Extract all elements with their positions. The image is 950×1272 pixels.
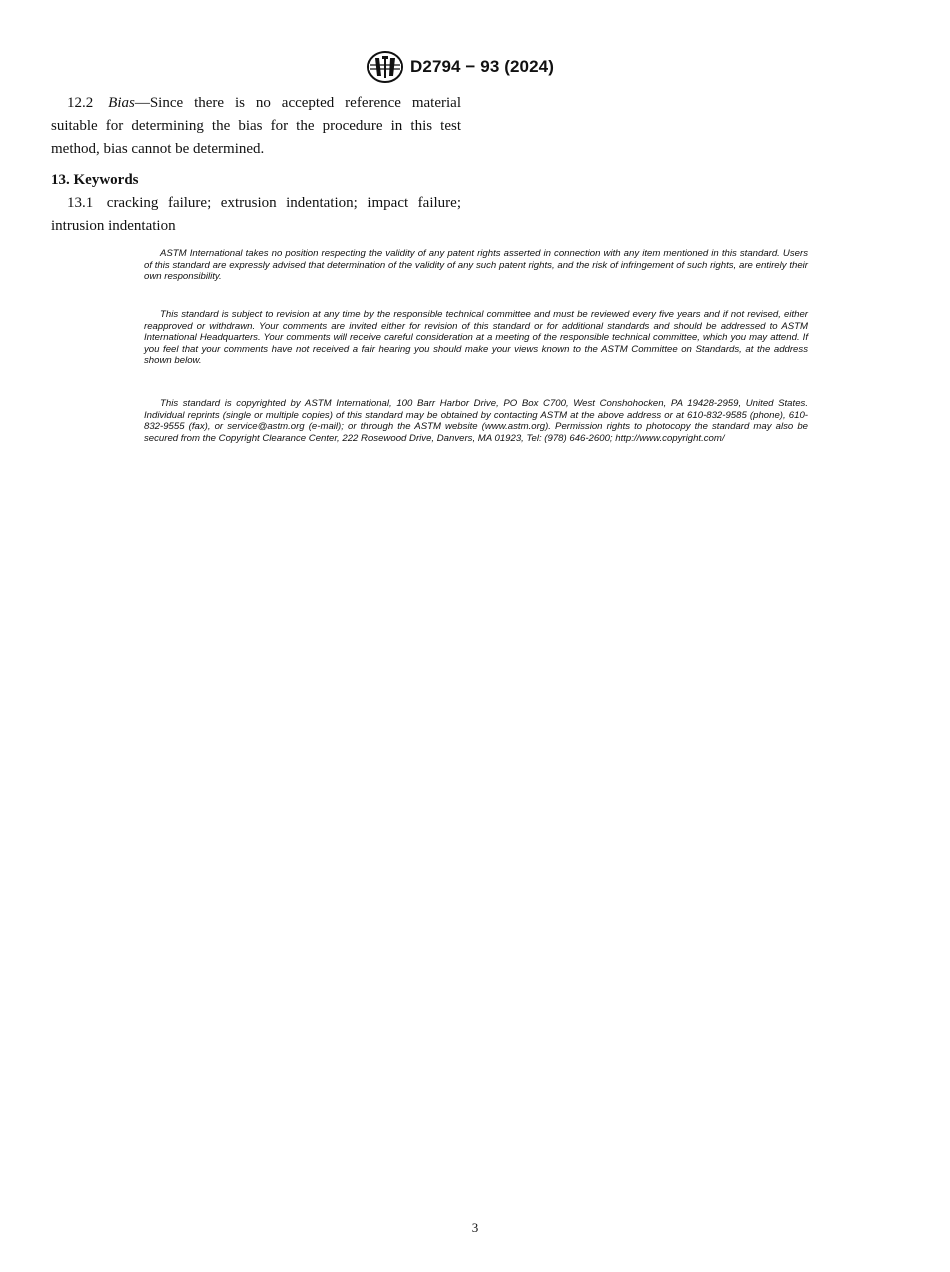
paragraph-number: 12.2 bbox=[67, 95, 94, 111]
section-heading-keywords: 13. Keywords bbox=[51, 172, 139, 188]
paragraph-term: Bias bbox=[108, 95, 135, 111]
paragraph-12-2 bbox=[51, 92, 461, 161]
page-number: 3 bbox=[471, 1220, 479, 1235]
copyright-notice: This standard is copyrighted by ASTM International, 100 Barr Harbor Drive, PO Box C700, West Conshohocken, PA 19428-2959, United States. Individual reprints (single or multiple copies) of this standard may be obtained by contacting ASTM at the above address or at 610-832-9585 (phone), 610-832-9555 (fax), or service@astm.org (e-mail); or through the ASTM website (www.astm.org). Permission rights to photocopy the standard may also be secured from the Copyright Clearance Center, 222 Rosewood Drive, Danvers, MA 01923, Tel: (978) 646-2600; http://www.copyright.com/ bbox=[144, 398, 808, 444]
paragraph-number: 13.1 bbox=[67, 195, 94, 211]
paragraph-text: —Since there is no accepted reference material suitable for determining the bias for the procedure in this test method, bias cannot be determined. bbox=[51, 95, 461, 157]
standard-designation: D2794 − 93 (2024) bbox=[410, 57, 554, 76]
revision-notice: This standard is subject to revision at any time by the responsible technical committee and must be reviewed every five years and if not revised, either reapproved or withdrawn. Your comments are invited either for revision of this standard or for additional standards and should be addressed to ASTM International Headquarters. Your comments will receive careful consideration at a meeting of the responsible technical committee, which you may attend. If you feel that your comments have not received a fair hearing you should make your views known to the ASTM Committee on Standards, at the address shown below. bbox=[144, 309, 808, 367]
astm-logo-icon bbox=[366, 50, 404, 84]
paragraph-text: cracking failure; extrusion indentation; impact failure; intrusion indentation bbox=[51, 195, 461, 234]
paragraph-13-1 bbox=[51, 192, 461, 238]
patent-notice: ASTM International takes no position respecting the validity of any patent rights asserted in connection with any item mentioned in this standard. Users of this standard are expressly advised that determination of the validity of any such patent rights, and the risk of infringement of such rights, are entirely their own responsibility. bbox=[144, 248, 808, 283]
left-column bbox=[51, 92, 461, 238]
page-header bbox=[0, 50, 950, 84]
